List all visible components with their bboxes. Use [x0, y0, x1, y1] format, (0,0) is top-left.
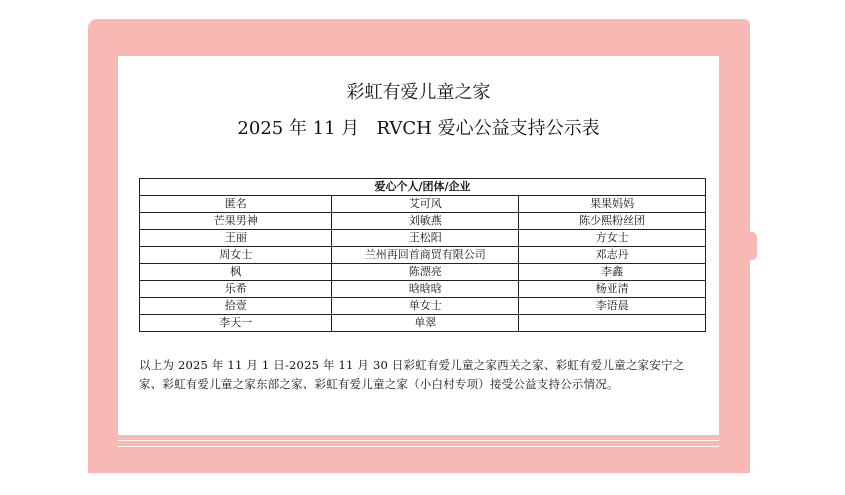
table-row	[140, 247, 706, 264]
table-cell: 李语晨	[519, 298, 706, 315]
table-cell: 陈漂亮	[332, 264, 519, 281]
table-cell: 邓志丹	[519, 247, 706, 264]
document-title: 彩虹有爱儿童之家	[346, 82, 491, 103]
table-cell: 李天一	[140, 315, 332, 332]
table-cell	[519, 315, 706, 332]
table-cell: 周女士	[140, 247, 332, 264]
table-cell: 艾可风	[332, 196, 519, 213]
table-row	[140, 315, 706, 332]
table-row	[140, 264, 706, 281]
divider-line	[118, 440, 719, 441]
table-cell: 刘敏燕	[332, 213, 519, 230]
document-sheet	[118, 56, 719, 435]
table-row	[140, 213, 706, 230]
table-row	[140, 230, 706, 247]
table-cell: 匿名	[140, 196, 332, 213]
table-cell: 枫	[140, 264, 332, 281]
table-cell: 陈少熙粉丝团	[519, 213, 706, 230]
table-cell: 兰州再回首商贸有限公司	[332, 247, 519, 264]
table-cell: 李鑫	[519, 264, 706, 281]
table-cell: 杨亚清	[519, 281, 706, 298]
table-row	[140, 298, 706, 315]
donor-table	[139, 178, 706, 332]
table-header: 爱心个人/团体/企业	[140, 179, 706, 196]
table-cell: 拾壹	[140, 298, 332, 315]
table-header-row	[140, 179, 706, 196]
table-cell: 单翠	[332, 315, 519, 332]
disclosure-note: 以上为 2025 年 11 月 1 日-2025 年 11 月 30 日彩虹有爱儿童之家西关之家、彩虹有爱儿童之家安宁之家、彩虹有爱儿童之家东部之家、彩虹有爱儿童之家（小白村专项）接受公益支持公示情况。	[139, 358, 685, 391]
table-cell: 方女士	[519, 230, 706, 247]
table-cell: 王松阳	[332, 230, 519, 247]
table-cell: 单女士	[332, 298, 519, 315]
divider-line	[118, 446, 719, 447]
table-cell: 果果妈妈	[519, 196, 706, 213]
table-cell: 乐希	[140, 281, 332, 298]
frame-side-tab	[750, 232, 757, 260]
table-row	[140, 196, 706, 213]
table-cell: 芒果男神	[140, 213, 332, 230]
table-row	[140, 281, 706, 298]
table-cell: 晗晗晗	[332, 281, 519, 298]
table-cell: 王丽	[140, 230, 332, 247]
document-subtitle: 2025 年 11 月 RVCH 爱心公益支持公示表	[237, 118, 600, 139]
